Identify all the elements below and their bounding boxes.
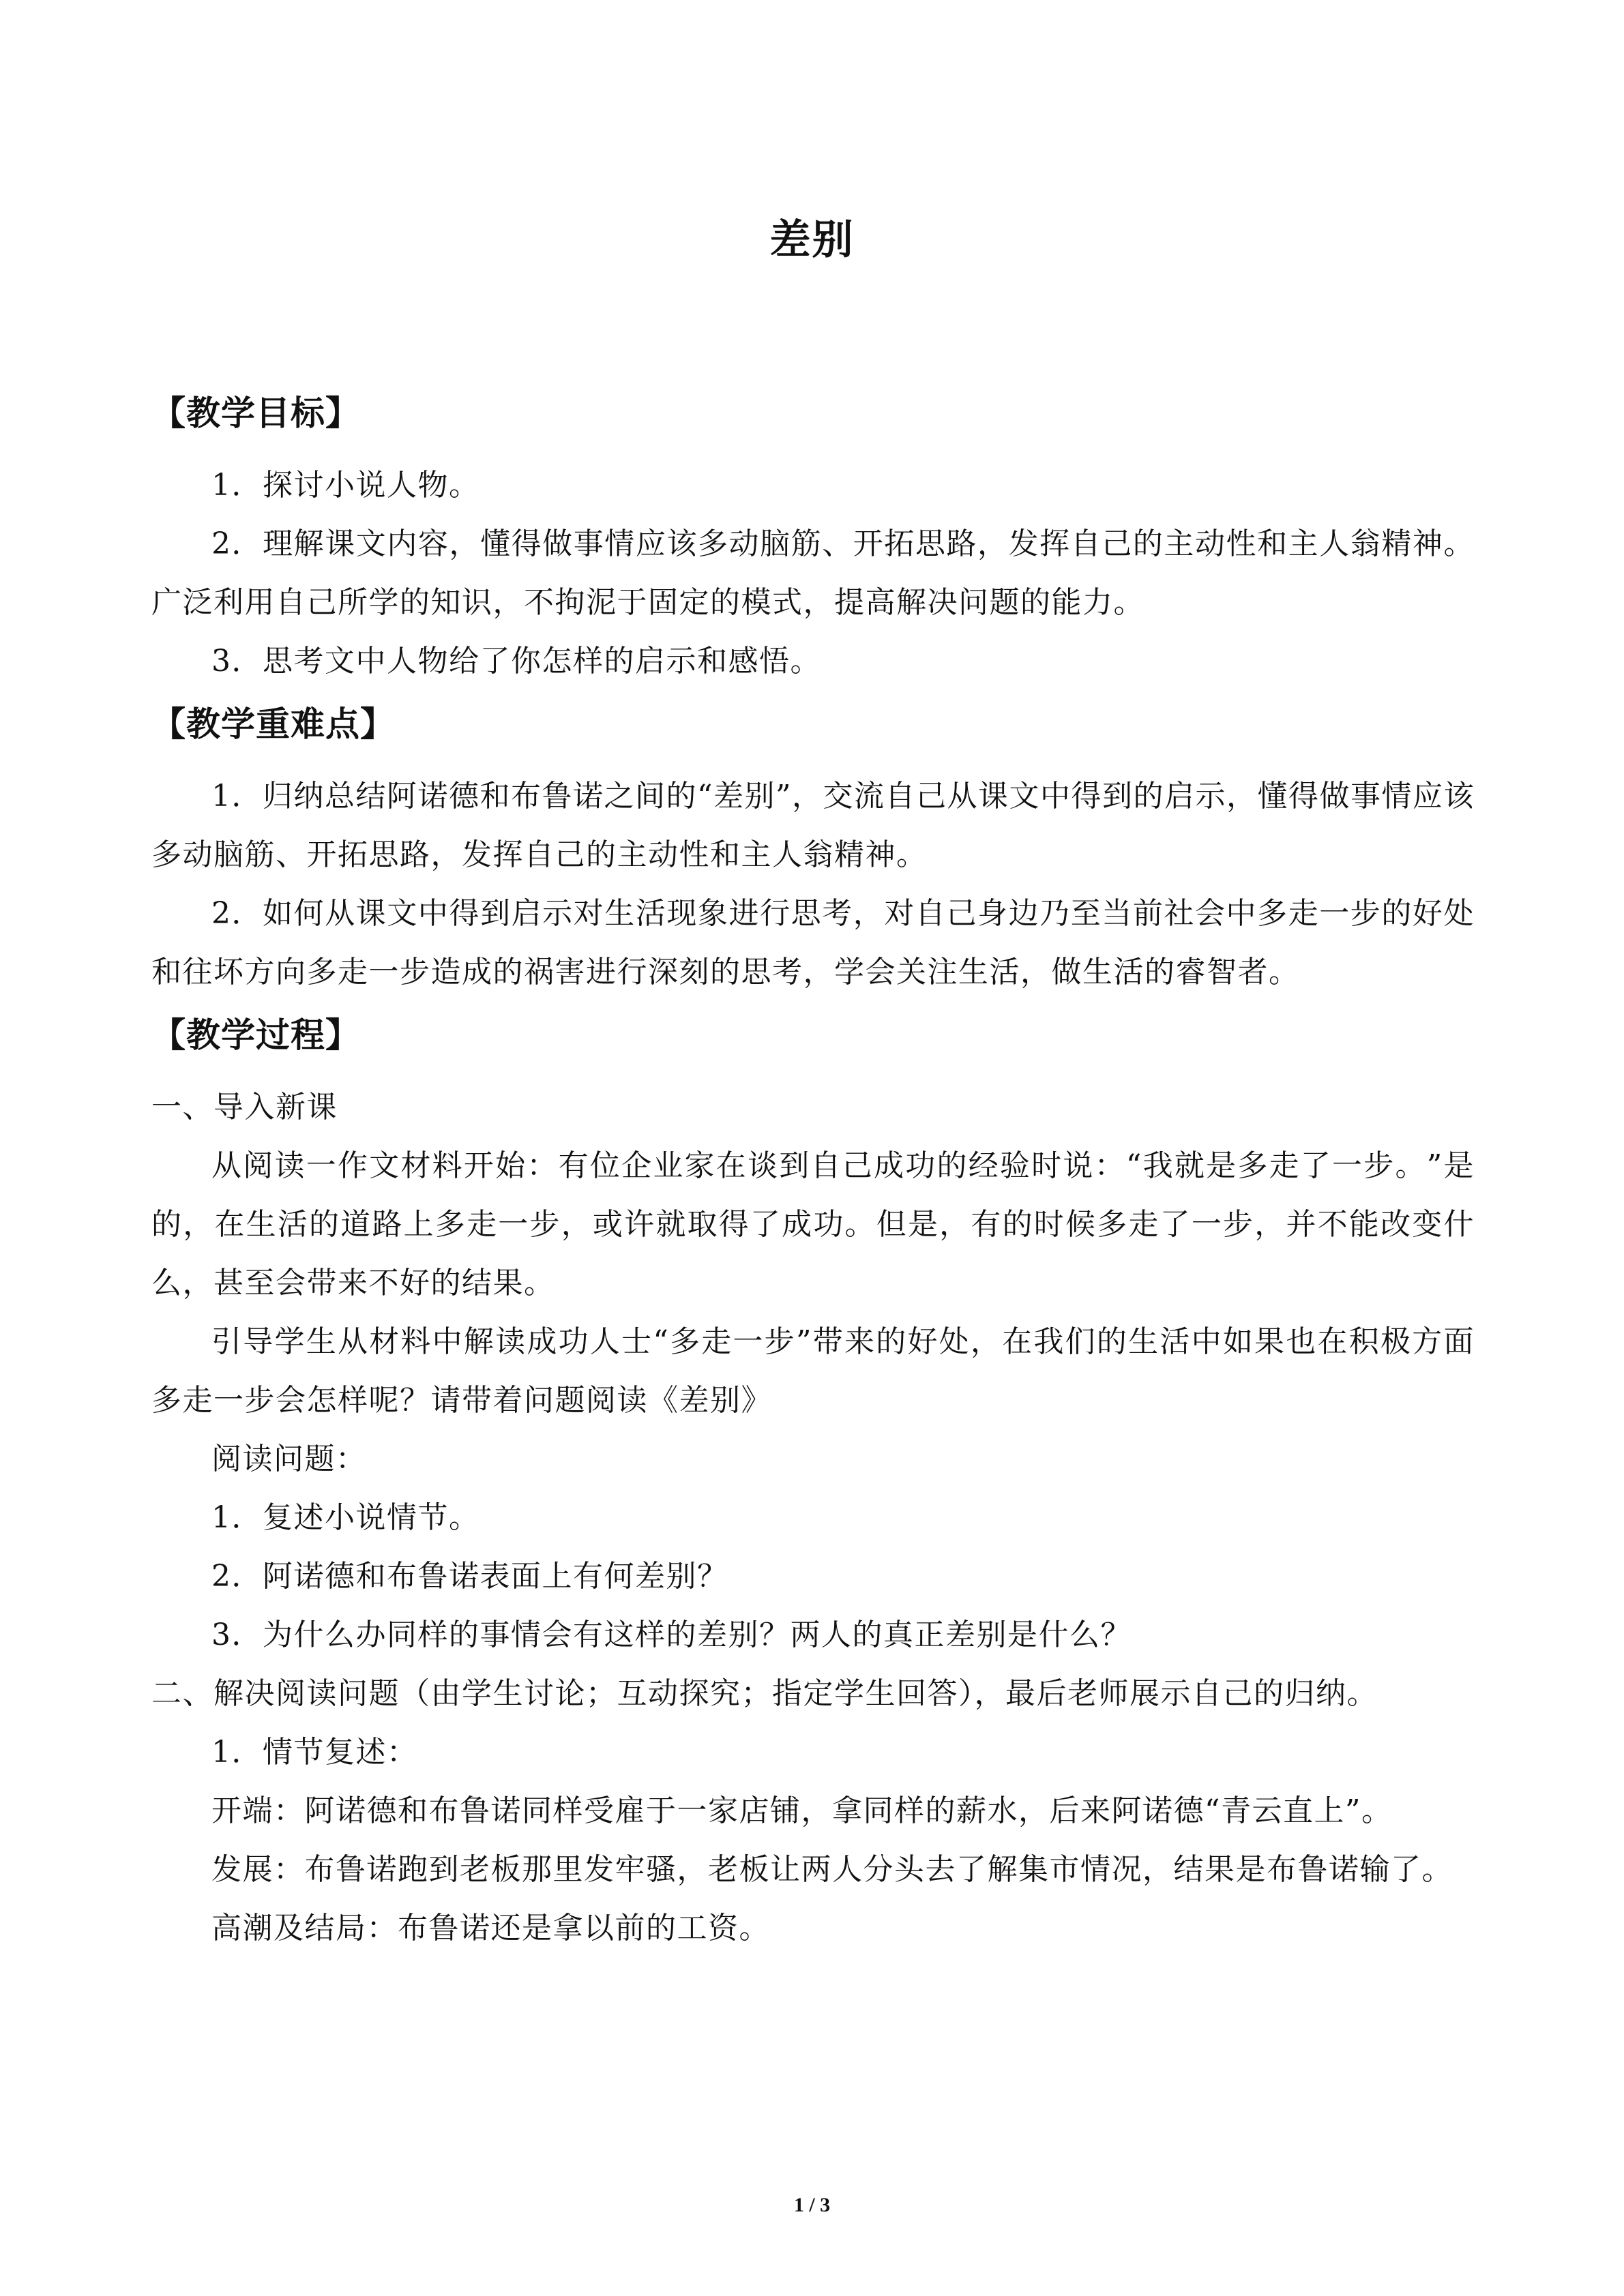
process-part-1-title: 一、导入新课 <box>151 1090 338 1124</box>
document-body <box>151 385 1475 1958</box>
plot-label: 1．情节复述： <box>211 1735 418 1770</box>
intro-paragraph-2: 引导学生从材料中解读成功人士⁣“多走一步⁣”带来的好处，在我们的生活中如果也在积极方面多走一步会怎样呢？请带着问题阅读《差别》 <box>151 1324 1475 1418</box>
intro-paragraph-1: 从阅读一作文材料开始：有位企业家在谈到自己成功的经验时说：⁣“我就是多走了一步。⁣”是的，在生活的道路上多走一步，或许就取得了成功。但是，有的时候多走了一步，并不能改变什么，甚至会带来不好的结果。 <box>151 1148 1475 1300</box>
plot-development: 发展：布鲁诺跑到老板那里发牢骚，老板让两人分头去了解集市情况，结果是布鲁诺输了。 <box>211 1852 1453 1887</box>
section-heading-goals: 【教学目标】 <box>151 393 360 433</box>
keypoint-item-2: 2．如何从课文中得到启示对生活现象进行思考，对自己身边乃至当前社会中多走一步的好处和往坏方向多走一步造成的祸害进行深刻的思考，学会关注生活，做生活的睿智者。 <box>151 896 1475 989</box>
page-title: 差别 <box>769 216 855 264</box>
keypoint-item-1: 1．归纳总结阿诺德和布鲁诺之间的⁣“差别⁣”，交流自己从课文中得到的启示，懂得做事情应该多动脑筋、开拓思路，发挥自己的主动性和主人翁精神。 <box>151 779 1475 872</box>
question-1: 1．复述小说情节。 <box>211 1500 480 1535</box>
goal-item-2: 2．理解课文内容，懂得做事情应该多动脑筋、开拓思路，发挥自己的主动性和主人翁精神。广泛利用自己所学的知识，不拘泥于固定的模式，提高解决问题的能力。 <box>151 526 1475 620</box>
question-2: 2．阿诺德和布鲁诺表面上有何差别？ <box>211 1559 728 1594</box>
plot-climax-ending: 高潮及结局：布鲁诺还是拿以前的工资。 <box>211 1911 770 1945</box>
process-part-2-title: 二、解决阅读问题（由学生讨论；互动探究；指定学生回答），最后老师展示自己的归纳。 <box>151 1676 1378 1711</box>
section-heading-process: 【教学过程】 <box>151 1015 360 1055</box>
plot-beginning: 开端：阿诺德和布鲁诺同样受雇于一家店铺，拿同样的薪水，后来阿诺德⁣“青云直上⁣”。 <box>211 1793 1393 1828</box>
section-heading-keypoints: 【教学重难点】 <box>151 704 395 744</box>
goal-item-3: 3．思考文中人物给了你怎样的启示和感悟。 <box>211 644 821 679</box>
page-number: 1 / 3 <box>793 2194 831 2216</box>
goal-item-1: 1．探讨小说人物。 <box>211 468 480 503</box>
questions-label: 阅读问题： <box>211 1442 367 1476</box>
question-3: 3．为什么办同样的事情会有这样的差别？两人的真正差别是什么？ <box>211 1617 1132 1652</box>
